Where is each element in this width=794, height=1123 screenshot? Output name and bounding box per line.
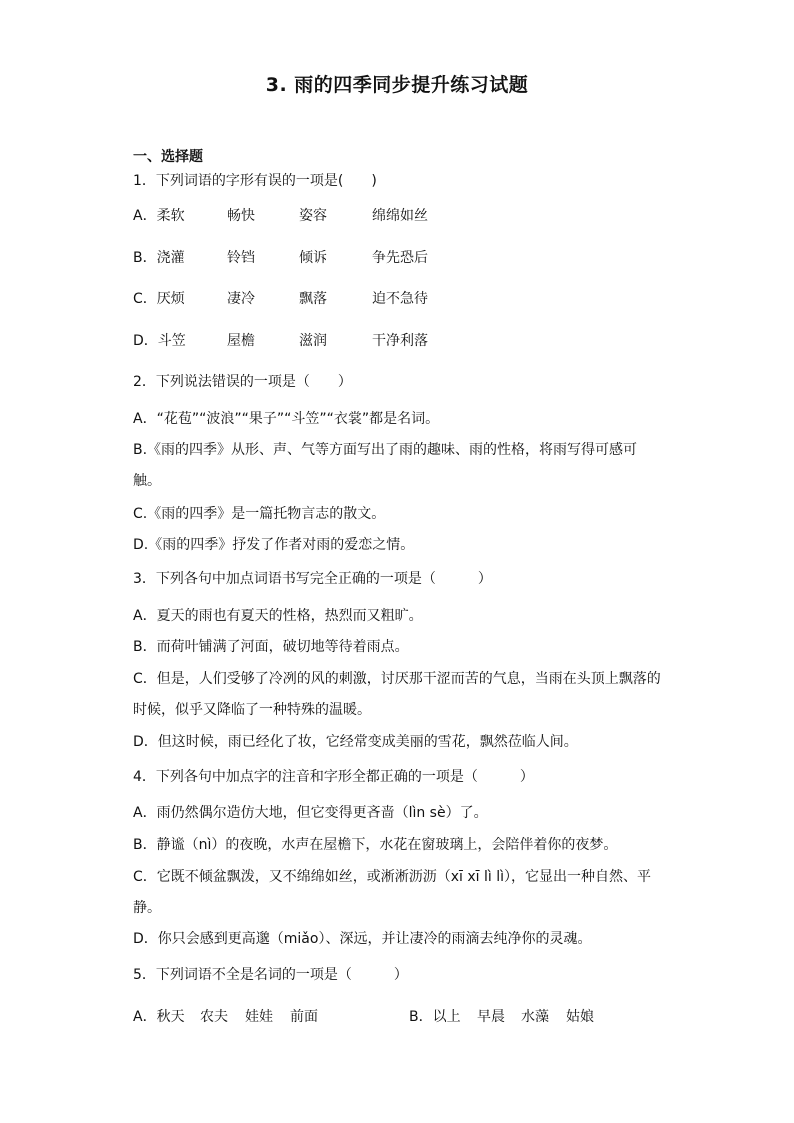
question-4-option-c: C．它既不倾盆飘泼，又不绵绵如丝，或淅淅沥沥（xī xī lì lì），它显出一种自然、平: [133, 869, 652, 885]
question-5-options: [133, 1008, 613, 1026]
question-2-stem: 2．下列说法错误的一项是（ ）: [133, 374, 352, 390]
option-word: 铃铛: [227, 250, 255, 266]
question-5-stem: 5．下列词语不全是名词的一项是（ ）: [133, 967, 408, 983]
question-3-option-c: C．但是，人们受够了冷冽的风的刺激，讨厌那干涩而苦的气息，当雨在头顶上飘落的: [133, 671, 661, 687]
question-4-option-b: B．静谧（nì）的夜晚，水声在屋檐下，水花在窗玻璃上，会陪伴着你的夜梦。: [133, 837, 618, 853]
section-heading: 一、选择题: [133, 149, 203, 165]
question-4-option-d: D．你只会感到更高邈（miǎo）、深远，并让凄冷的雨滴去纯净你的灵魂。: [133, 931, 592, 947]
option-word: 滋润: [299, 333, 327, 349]
option-label: B．浇灌: [133, 250, 185, 266]
option-word: 姑娘: [566, 1009, 594, 1025]
question-4-option-c-cont: 静。: [133, 900, 161, 916]
question-3-stem: 3．下列各句中加点词语书写完全正确的一项是（ ）: [133, 571, 492, 587]
option-word: 姿容: [299, 208, 327, 224]
option-label: D．斗笠: [133, 333, 186, 349]
option-word: 水藻: [521, 1009, 549, 1025]
question-2-option-b: B.《雨的四季》从形、声、气等方面写出了雨的趣味、雨的性格，将雨写得可感可: [133, 442, 638, 458]
option-word: 畅快: [227, 208, 255, 224]
option-word: 干净利落: [372, 333, 428, 349]
question-2-option-b-cont: 触。: [133, 473, 161, 489]
question-1-option-a: [133, 207, 453, 225]
option-word: 早晨: [477, 1009, 505, 1025]
option-word: 飘落: [299, 291, 327, 307]
question-4-stem: 4．下列各句中加点字的注音和字形全都正确的一项是（ ）: [133, 769, 534, 785]
page-title: 3. 雨的四季同步提升练习试题: [265, 74, 529, 96]
option-word: 前面: [290, 1009, 318, 1025]
option-label-b: B．以上: [409, 1009, 461, 1025]
question-1-option-b: [133, 249, 453, 267]
question-1-stem: 1．下列词语的字形有误的一项是( ): [133, 173, 377, 189]
option-label-a: A．秋天: [133, 1009, 185, 1025]
option-word: 争先恐后: [372, 250, 428, 266]
question-2-option-c: C.《雨的四季》是一篇托物言志的散文。: [133, 506, 386, 522]
question-4-option-a: A．雨仍然偶尔造仿大地，但它变得更吝啬（lìn sè）了。: [133, 805, 488, 821]
option-word: 娃娃: [245, 1009, 273, 1025]
option-label: A．柔软: [133, 208, 185, 224]
question-3-option-d: D．但这时候，雨已经化了妆，它经常变成美丽的雪花，飘然莅临人间。: [133, 734, 578, 750]
question-1-option-d: [133, 332, 453, 350]
option-word: 迫不急待: [372, 291, 428, 307]
question-3-option-b: B．而荷叶铺满了河面，破切地等待着雨点。: [133, 639, 409, 655]
question-3-option-c-cont: 时候，似乎又降临了一种特殊的温暖。: [133, 702, 371, 718]
question-3-option-a: A．夏天的雨也有夏天的性格，热烈而又粗旷。: [133, 608, 423, 624]
question-2-option-a: A．“花苞”“波浪”“果子”“斗笠”“衣裳”都是名词。: [133, 411, 440, 427]
option-word: 绵绵如丝: [372, 208, 428, 224]
option-word: 屋檐: [227, 333, 255, 349]
option-word: 倾诉: [299, 250, 327, 266]
question-1-option-c: [133, 290, 453, 308]
option-word: 凄冷: [227, 291, 255, 307]
option-label: C．厌烦: [133, 291, 185, 307]
question-2-option-d: D.《雨的四季》抒发了作者对雨的爱恋之情。: [133, 537, 415, 553]
option-word: 农夫: [200, 1009, 228, 1025]
